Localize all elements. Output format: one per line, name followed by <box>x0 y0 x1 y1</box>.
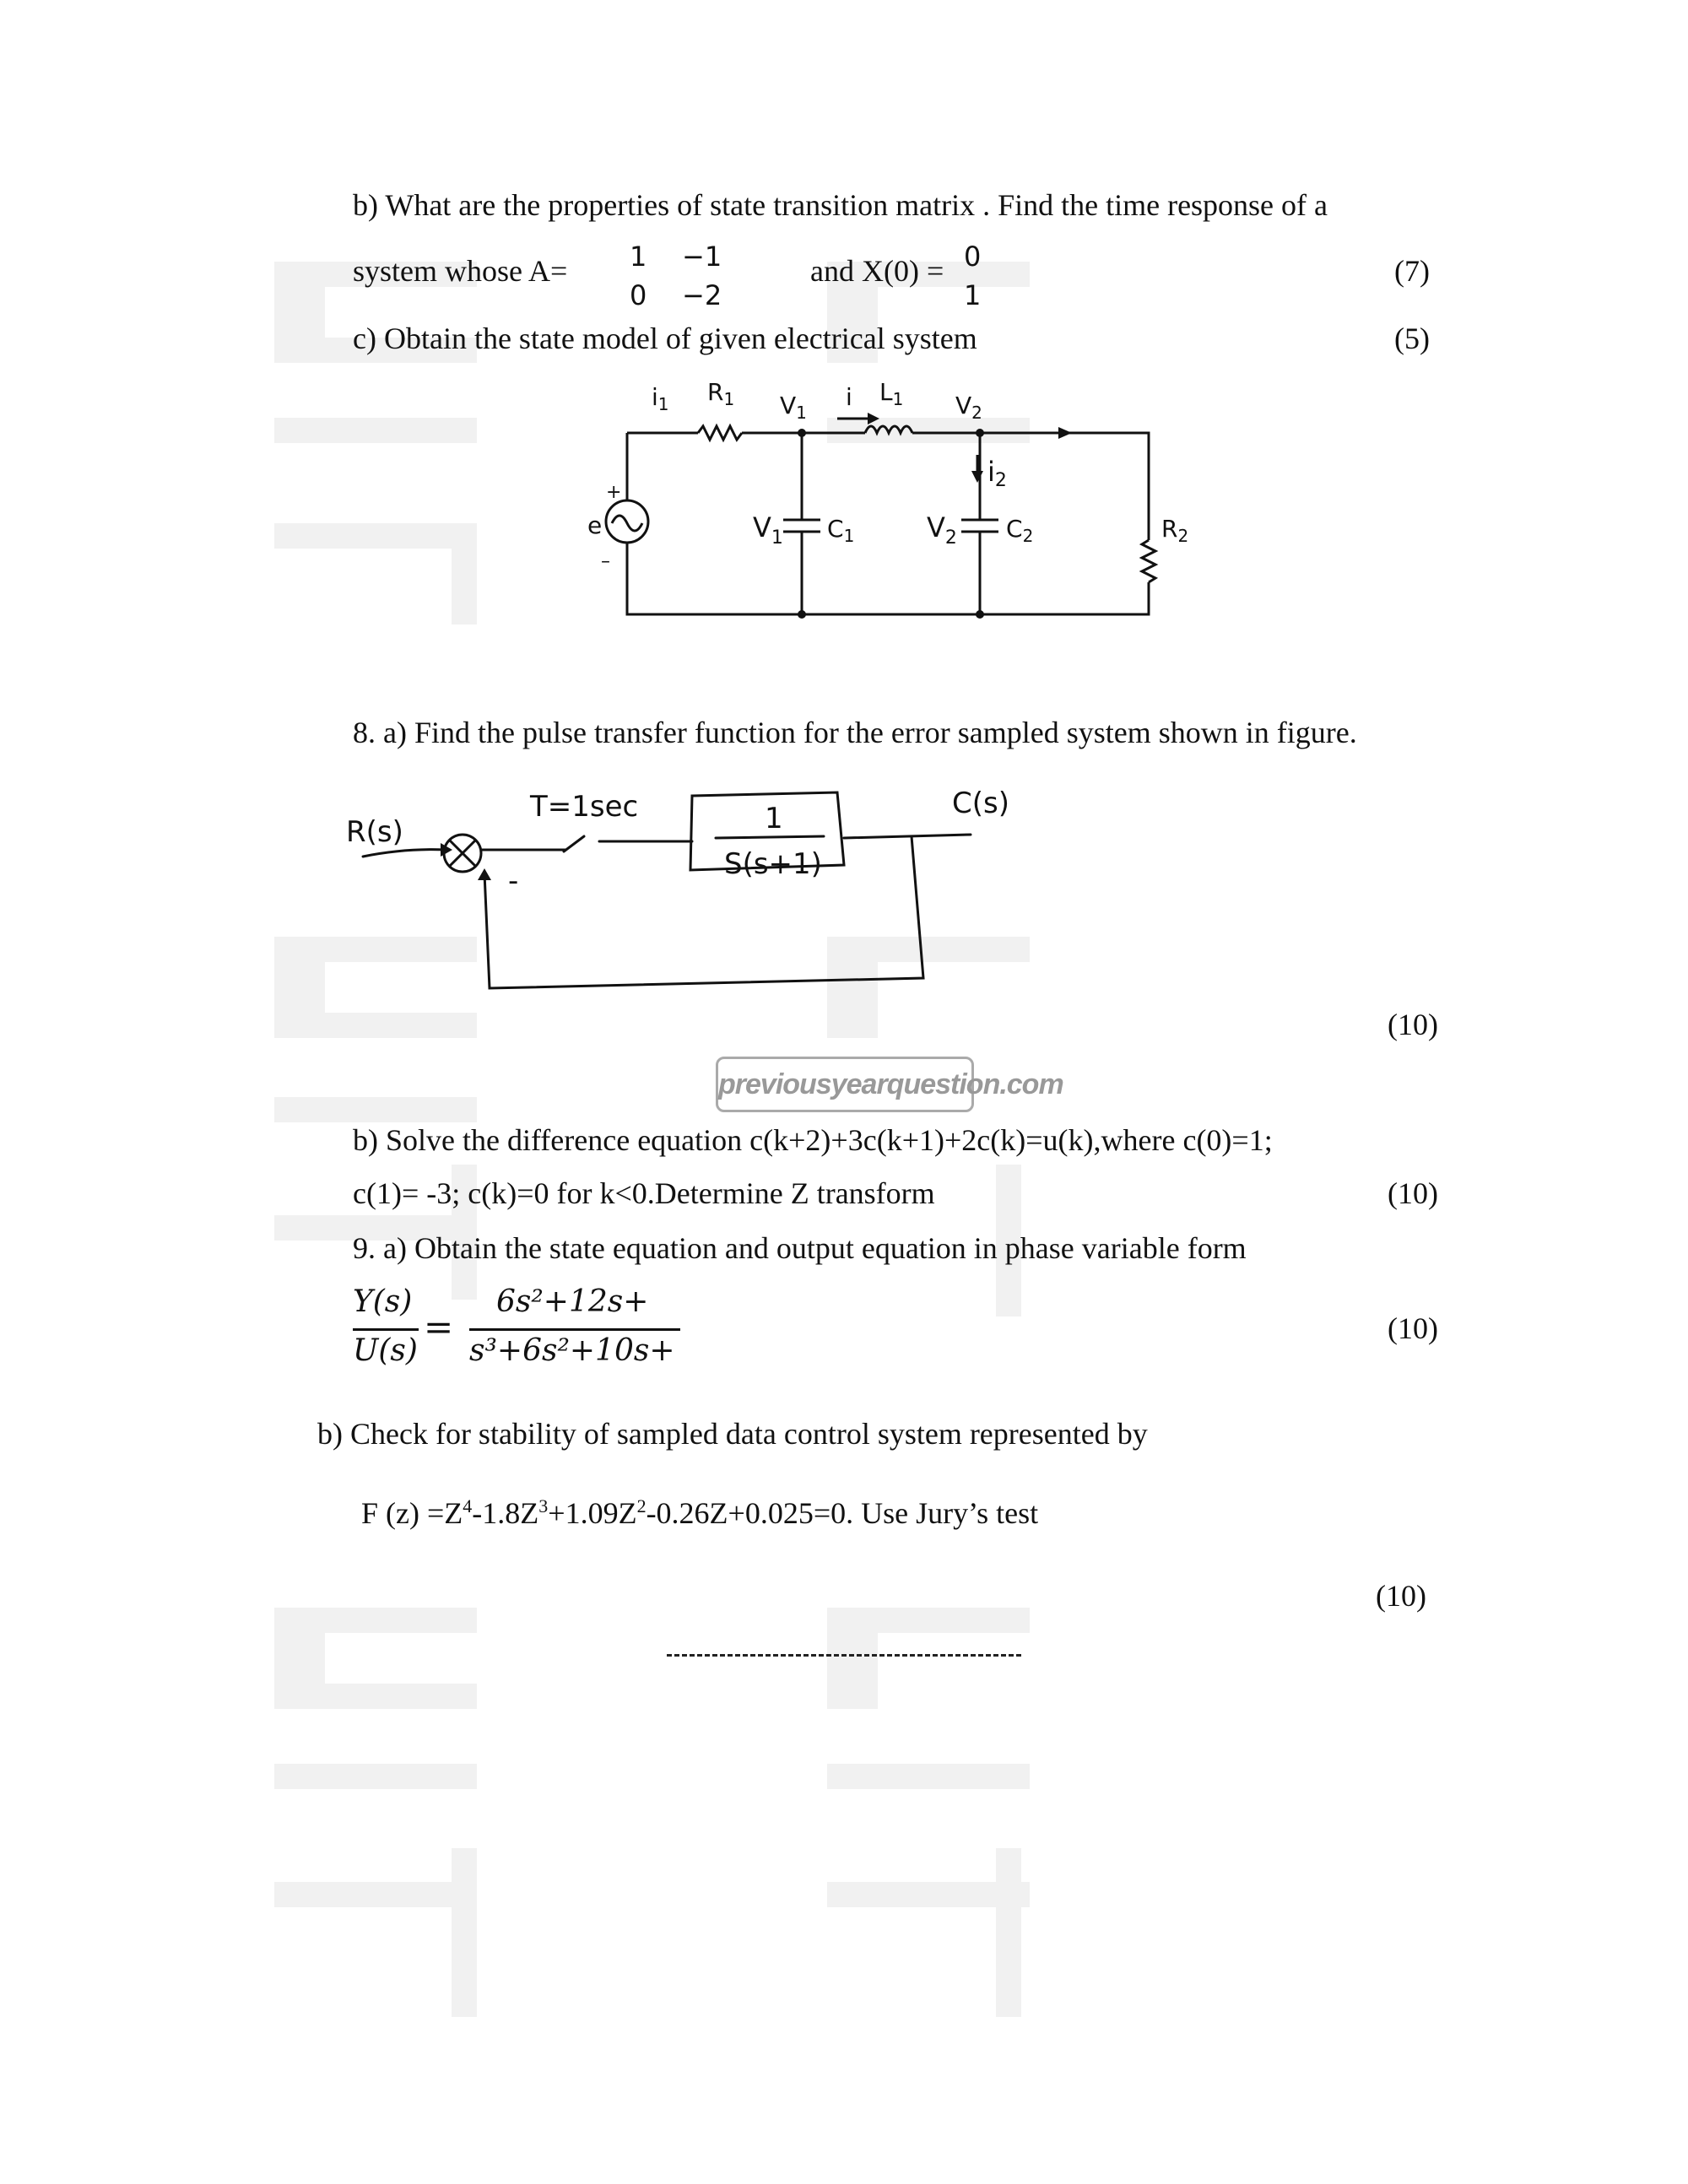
q9b-equation <box>361 1495 1038 1532</box>
svg-text:i1 <box>652 383 669 414</box>
eq-part-d: -0.26Z+0.025=0. Use Jury’s test <box>646 1496 1039 1530</box>
rhs-fraction-bar <box>469 1328 680 1331</box>
tf-numerator: 1 <box>765 802 783 835</box>
pow-4: 4 <box>463 1495 473 1516</box>
eq-part-a: F (z) =Z <box>361 1496 463 1530</box>
minus-sign: – <box>601 551 610 572</box>
v1-cap-label: V <box>753 511 771 543</box>
q9b-marks: (10) <box>1376 1579 1426 1613</box>
q8b-line1: b) Solve the difference equation c(k+2)+3c(k+1)+2c(k)=u(k),where c(0)=1; <box>353 1123 1273 1157</box>
v1-cap-sub: 1 <box>771 527 783 549</box>
block-diagram <box>346 764 1072 1034</box>
equals-sign: = <box>424 1306 454 1348</box>
q7c-marks: (5) <box>1394 322 1430 355</box>
c2-label: C <box>1006 515 1023 543</box>
q8a-text: 8. a) Find the pulse transfer function for the error sampled system shown in figure. <box>353 716 1357 749</box>
r2-sub: 2 <box>1177 526 1189 546</box>
svg-text:L1 <box>879 378 903 409</box>
svg-text:R2 <box>1161 515 1188 546</box>
eq-part-c: +1.09Z <box>548 1496 637 1530</box>
svg-text:V1 <box>753 511 783 549</box>
q9b-line1: b) Check for stability of sampled data control system represented by <box>317 1417 1148 1451</box>
svg-text:R1 <box>707 378 734 409</box>
q8b-marks: (10) <box>1388 1176 1438 1210</box>
circuit-diagram <box>574 371 1189 641</box>
input-label: R(s) <box>346 815 403 849</box>
q8b-line2: c(1)= -3; c(k)=0 for k<0.Determine Z transform <box>353 1176 935 1210</box>
q7b-prefix: system whose A= <box>353 254 568 288</box>
q7b-marks: (7) <box>1394 254 1430 288</box>
q7c-text: c) Obtain the state model of given electrical system <box>353 322 977 355</box>
r2-label: R <box>1161 515 1178 543</box>
rhs-denominator: s³+6s²+10s+ <box>469 1333 675 1368</box>
rhs-numerator: 6s²+12s+ <box>496 1284 649 1319</box>
tf-denominator: S(s+1) <box>724 847 822 881</box>
x0-2: 1 <box>964 279 982 311</box>
v2-cap-label: V <box>927 511 945 543</box>
i2-sub: 2 <box>994 470 1007 491</box>
svg-text:C1 <box>827 515 854 546</box>
i2-label: i <box>987 456 995 488</box>
v1-top-label: V <box>780 392 797 419</box>
v2-top-sub: 2 <box>971 403 982 423</box>
lhs-denominator: U(s) <box>353 1333 418 1368</box>
lhs-fraction-bar <box>353 1328 419 1331</box>
v2-top-label: V <box>955 392 972 419</box>
c1-sub: 1 <box>843 526 855 546</box>
lhs-numerator: Y(s) <box>353 1284 413 1319</box>
i1-label: i <box>652 383 658 411</box>
x0-1: 0 <box>964 241 982 273</box>
q8a-marks: (10) <box>1388 1008 1438 1041</box>
i1-sub: 1 <box>657 394 669 414</box>
svg-text:C2 <box>1006 515 1033 546</box>
svg-text:V1 <box>780 392 807 423</box>
c2-sub: 2 <box>1022 526 1034 546</box>
plus-sign: + <box>606 482 622 503</box>
matrix-a-11: 1 <box>630 241 647 273</box>
minus-label: - <box>508 864 519 898</box>
matrix-a-21: 0 <box>630 279 647 311</box>
r1-label: R <box>707 378 724 406</box>
v1-top-sub: 1 <box>796 403 807 423</box>
q9a-marks: (10) <box>1388 1311 1438 1345</box>
q9a-text: 9. a) Obtain the state equation and output equation in phase variable form <box>353 1231 1247 1265</box>
matrix-a-12: −1 <box>682 241 722 273</box>
r1-sub: 1 <box>723 389 735 409</box>
end-divider <box>667 1654 1021 1657</box>
eq-part-b: -1.8Z <box>472 1496 539 1530</box>
source-label: e <box>587 511 603 539</box>
l1-label: L <box>879 378 893 406</box>
l1-sub: 1 <box>892 389 904 409</box>
q7b-line1: b) What are the properties of state transition matrix . Find the time response of a <box>353 188 1328 222</box>
i-mid-label: i <box>846 383 852 411</box>
svg-text:i2 <box>987 456 1007 491</box>
site-watermark: previousyearquestion.com <box>716 1057 974 1112</box>
svg-text:V2 <box>927 511 957 549</box>
c1-label: C <box>827 515 844 543</box>
matrix-a-22: −2 <box>682 279 722 311</box>
svg-text:V2 <box>955 392 982 423</box>
pow-3: 3 <box>538 1495 549 1516</box>
pow-2: 2 <box>636 1495 647 1516</box>
output-label: C(s) <box>952 787 1009 820</box>
sampler-label: T=1sec <box>530 790 639 824</box>
v2-cap-sub: 2 <box>944 527 957 549</box>
and-x0-label: and X(0) = <box>810 254 944 288</box>
